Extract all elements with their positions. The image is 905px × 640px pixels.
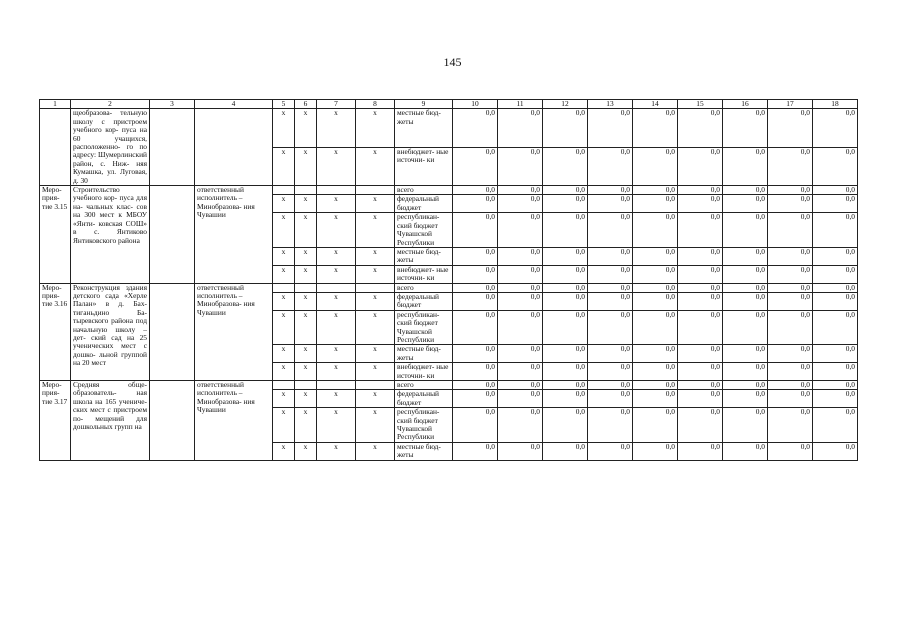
amount-cell: 0,0 xyxy=(498,109,543,147)
amount-cell: 0,0 xyxy=(588,283,633,292)
column-number-8: 8 xyxy=(356,100,395,109)
column-number-4: 4 xyxy=(195,100,273,109)
code-cell: x xyxy=(295,345,317,363)
column-number-5: 5 xyxy=(273,100,295,109)
amount-cell: 0,0 xyxy=(498,186,543,195)
amount-cell: 0,0 xyxy=(813,363,858,381)
amount-cell: 0,0 xyxy=(588,109,633,147)
amount-cell: 0,0 xyxy=(588,292,633,310)
amount-cell: 0,0 xyxy=(453,292,498,310)
amount-cell: 0,0 xyxy=(588,186,633,195)
amount-cell: 0,0 xyxy=(588,265,633,283)
amount-cell: 0,0 xyxy=(768,283,813,292)
amount-cell: 0,0 xyxy=(723,345,768,363)
amount-cell: 0,0 xyxy=(543,283,588,292)
amount-cell: 0,0 xyxy=(633,147,678,185)
funding-source-cell: местные бюд- жеты xyxy=(395,345,453,363)
amount-cell: 0,0 xyxy=(768,345,813,363)
amount-cell: 0,0 xyxy=(543,345,588,363)
amount-cell: 0,0 xyxy=(813,109,858,147)
amount-cell: 0,0 xyxy=(453,283,498,292)
amount-cell: 0,0 xyxy=(453,408,498,443)
amount-cell: 0,0 xyxy=(813,195,858,213)
column-number-14: 14 xyxy=(633,100,678,109)
code-cell xyxy=(356,283,395,292)
column-number-11: 11 xyxy=(498,100,543,109)
amount-cell: 0,0 xyxy=(678,363,723,381)
code-cell: x xyxy=(295,408,317,443)
amount-cell: 0,0 xyxy=(768,363,813,381)
executor-cell: ответственный исполнитель – Минобразова- ния Чувашии xyxy=(195,381,273,461)
amount-cell: 0,0 xyxy=(543,265,588,283)
amount-cell: 0,0 xyxy=(633,345,678,363)
code-cell: x xyxy=(273,442,295,460)
amount-cell: 0,0 xyxy=(453,442,498,460)
measure-description-cell: Средняя обще- образователь- ная школа на 165 учениче- ских мест с пристроем по- мещений для дошкольных групп на xyxy=(71,381,150,461)
amount-cell: 0,0 xyxy=(633,213,678,248)
code-cell: x xyxy=(356,390,395,408)
code-cell: x xyxy=(273,195,295,213)
column-number-13: 13 xyxy=(588,100,633,109)
code-cell: x xyxy=(356,310,395,345)
amount-cell: 0,0 xyxy=(768,247,813,265)
amount-cell: 0,0 xyxy=(813,186,858,195)
amount-cell: 0,0 xyxy=(678,381,723,390)
amount-cell: 0,0 xyxy=(543,213,588,248)
amount-cell: 0,0 xyxy=(588,390,633,408)
amount-cell: 0,0 xyxy=(633,109,678,147)
amount-cell: 0,0 xyxy=(543,390,588,408)
code-cell: x xyxy=(317,147,356,185)
amount-cell: 0,0 xyxy=(678,292,723,310)
column-number-9: 9 xyxy=(395,100,453,109)
amount-cell: 0,0 xyxy=(498,265,543,283)
amount-cell: 0,0 xyxy=(588,381,633,390)
amount-cell: 0,0 xyxy=(813,283,858,292)
amount-cell: 0,0 xyxy=(813,390,858,408)
code-cell: x xyxy=(317,195,356,213)
table-row xyxy=(40,381,858,390)
amount-cell: 0,0 xyxy=(768,213,813,248)
measure-cell: Меро- прия- тие 3.17 xyxy=(40,381,71,461)
amount-cell: 0,0 xyxy=(498,247,543,265)
code-cell: x xyxy=(273,265,295,283)
code-cell: x xyxy=(273,310,295,345)
table-row xyxy=(40,186,858,195)
funding-source-cell: местные бюд- жеты xyxy=(395,109,453,147)
funding-source-cell: внебюджет- ные источни- ки xyxy=(395,265,453,283)
amount-cell: 0,0 xyxy=(678,408,723,443)
code-cell xyxy=(356,381,395,390)
code-cell: x xyxy=(273,213,295,248)
amount-cell: 0,0 xyxy=(678,247,723,265)
funding-source-cell: федеральный бюджет xyxy=(395,390,453,408)
column-number-16: 16 xyxy=(723,100,768,109)
amount-cell: 0,0 xyxy=(498,292,543,310)
amount-cell: 0,0 xyxy=(768,408,813,443)
code-cell: x xyxy=(295,363,317,381)
amount-cell: 0,0 xyxy=(543,442,588,460)
amount-cell: 0,0 xyxy=(813,408,858,443)
code-cell: x xyxy=(356,109,395,147)
amount-cell: 0,0 xyxy=(723,247,768,265)
code-cell xyxy=(273,186,295,195)
code-cell: x xyxy=(273,408,295,443)
funding-source-cell: республикан- ский бюджет Чувашской Республики xyxy=(395,310,453,345)
amount-cell: 0,0 xyxy=(498,283,543,292)
amount-cell: 0,0 xyxy=(498,390,543,408)
amount-cell: 0,0 xyxy=(723,292,768,310)
executor-cell: ответственный исполнитель – Минобразова- ния Чувашии xyxy=(195,283,273,380)
amount-cell: 0,0 xyxy=(723,213,768,248)
amount-cell: 0,0 xyxy=(813,265,858,283)
code-cell: x xyxy=(356,442,395,460)
amount-cell: 0,0 xyxy=(543,109,588,147)
code-cell: x xyxy=(295,390,317,408)
amount-cell: 0,0 xyxy=(678,442,723,460)
code-cell xyxy=(356,186,395,195)
amount-cell: 0,0 xyxy=(543,408,588,443)
column-3-cell xyxy=(150,186,195,283)
amount-cell: 0,0 xyxy=(588,408,633,443)
code-cell: x xyxy=(317,408,356,443)
amount-cell: 0,0 xyxy=(588,442,633,460)
amount-cell: 0,0 xyxy=(813,310,858,345)
amount-cell: 0,0 xyxy=(723,363,768,381)
code-cell: x xyxy=(273,345,295,363)
amount-cell: 0,0 xyxy=(678,186,723,195)
amount-cell: 0,0 xyxy=(813,442,858,460)
amount-cell: 0,0 xyxy=(543,292,588,310)
executor-cell xyxy=(195,109,273,186)
code-cell: x xyxy=(273,147,295,185)
amount-cell: 0,0 xyxy=(633,408,678,443)
amount-cell: 0,0 xyxy=(588,363,633,381)
amount-cell: 0,0 xyxy=(633,381,678,390)
funding-source-cell: местные бюд- жеты xyxy=(395,442,453,460)
funding-source-cell: всего xyxy=(395,186,453,195)
amount-cell: 0,0 xyxy=(633,390,678,408)
column-number-1: 1 xyxy=(40,100,71,109)
amount-cell: 0,0 xyxy=(453,147,498,185)
amount-cell: 0,0 xyxy=(678,195,723,213)
funding-source-cell: местные бюд- жеты xyxy=(395,247,453,265)
amount-cell: 0,0 xyxy=(768,109,813,147)
amount-cell: 0,0 xyxy=(678,310,723,345)
column-3-cell xyxy=(150,381,195,461)
amount-cell: 0,0 xyxy=(723,186,768,195)
amount-cell: 0,0 xyxy=(498,408,543,443)
amount-cell: 0,0 xyxy=(453,381,498,390)
amount-cell: 0,0 xyxy=(543,310,588,345)
amount-cell: 0,0 xyxy=(768,292,813,310)
amount-cell: 0,0 xyxy=(498,147,543,185)
funding-source-cell: федеральный бюджет xyxy=(395,292,453,310)
funding-source-cell: всего xyxy=(395,283,453,292)
amount-cell: 0,0 xyxy=(453,363,498,381)
amount-cell: 0,0 xyxy=(723,109,768,147)
code-cell xyxy=(295,186,317,195)
measure-cell: Меро- прия- тие 3.16 xyxy=(40,283,71,380)
amount-cell: 0,0 xyxy=(768,442,813,460)
amount-cell: 0,0 xyxy=(498,195,543,213)
column-number-15: 15 xyxy=(678,100,723,109)
amount-cell: 0,0 xyxy=(543,186,588,195)
amount-cell: 0,0 xyxy=(588,310,633,345)
amount-cell: 0,0 xyxy=(678,265,723,283)
table-row xyxy=(40,283,858,292)
amount-cell: 0,0 xyxy=(543,247,588,265)
amount-cell: 0,0 xyxy=(813,213,858,248)
code-cell: x xyxy=(356,213,395,248)
amount-cell: 0,0 xyxy=(633,283,678,292)
amount-cell: 0,0 xyxy=(543,381,588,390)
code-cell: x xyxy=(356,363,395,381)
amount-cell: 0,0 xyxy=(498,345,543,363)
amount-cell: 0,0 xyxy=(768,186,813,195)
code-cell: x xyxy=(273,390,295,408)
code-cell: x xyxy=(295,247,317,265)
amount-cell: 0,0 xyxy=(588,195,633,213)
amount-cell: 0,0 xyxy=(768,310,813,345)
code-cell: x xyxy=(317,390,356,408)
code-cell: x xyxy=(356,265,395,283)
column-number-2: 2 xyxy=(71,100,150,109)
amount-cell: 0,0 xyxy=(588,213,633,248)
amount-cell: 0,0 xyxy=(453,247,498,265)
column-number-10: 10 xyxy=(453,100,498,109)
code-cell: x xyxy=(356,408,395,443)
amount-cell: 0,0 xyxy=(768,265,813,283)
column-number-row xyxy=(40,100,858,109)
measure-description-cell: щеобразова- тельную школу с пристроем учебного кор- пуса на 60 учащихся, расположенно- го по адресу: Шумерлинский район, с. Ниж- няя Кумашка, ул. Луговая, д. 30 xyxy=(71,109,150,186)
amount-cell: 0,0 xyxy=(543,147,588,185)
amount-cell: 0,0 xyxy=(813,147,858,185)
amount-cell: 0,0 xyxy=(723,283,768,292)
funding-source-cell: республикан- ский бюджет Чувашской Республики xyxy=(395,408,453,443)
amount-cell: 0,0 xyxy=(498,442,543,460)
measure-cell: Меро- прия- тие 3.15 xyxy=(40,186,71,283)
amount-cell: 0,0 xyxy=(588,345,633,363)
amount-cell: 0,0 xyxy=(678,213,723,248)
funding-source-cell: республикан- ский бюджет Чувашской Республики xyxy=(395,213,453,248)
code-cell: x xyxy=(356,247,395,265)
amount-cell: 0,0 xyxy=(588,147,633,185)
amount-cell: 0,0 xyxy=(813,345,858,363)
amount-cell: 0,0 xyxy=(453,213,498,248)
code-cell: x xyxy=(295,213,317,248)
amount-cell: 0,0 xyxy=(498,363,543,381)
amount-cell: 0,0 xyxy=(723,195,768,213)
amount-cell: 0,0 xyxy=(453,345,498,363)
program-measures-table xyxy=(39,99,858,461)
code-cell: x xyxy=(317,292,356,310)
amount-cell: 0,0 xyxy=(453,186,498,195)
code-cell xyxy=(295,381,317,390)
code-cell: x xyxy=(273,292,295,310)
amount-cell: 0,0 xyxy=(633,195,678,213)
amount-cell: 0,0 xyxy=(633,292,678,310)
funding-source-cell: внебюджет- ные источни- ки xyxy=(395,147,453,185)
code-cell: x xyxy=(295,109,317,147)
amount-cell: 0,0 xyxy=(723,147,768,185)
amount-cell: 0,0 xyxy=(633,247,678,265)
code-cell: x xyxy=(295,265,317,283)
executor-cell: ответственный исполнитель – Минобразова- ния Чувашии xyxy=(195,186,273,283)
amount-cell: 0,0 xyxy=(633,363,678,381)
amount-cell: 0,0 xyxy=(723,442,768,460)
code-cell: x xyxy=(317,345,356,363)
code-cell: x xyxy=(295,147,317,185)
funding-source-cell: федеральный бюджет xyxy=(395,195,453,213)
amount-cell: 0,0 xyxy=(768,381,813,390)
amount-cell: 0,0 xyxy=(498,381,543,390)
code-cell xyxy=(317,283,356,292)
column-number-18: 18 xyxy=(813,100,858,109)
amount-cell: 0,0 xyxy=(813,247,858,265)
code-cell xyxy=(273,381,295,390)
amount-cell: 0,0 xyxy=(633,310,678,345)
column-3-cell xyxy=(150,109,195,186)
funding-source-cell: внебюджет- ные источни- ки xyxy=(395,363,453,381)
amount-cell: 0,0 xyxy=(768,147,813,185)
amount-cell: 0,0 xyxy=(723,390,768,408)
code-cell: x xyxy=(356,292,395,310)
column-number-6: 6 xyxy=(295,100,317,109)
column-number-12: 12 xyxy=(543,100,588,109)
amount-cell: 0,0 xyxy=(678,283,723,292)
amount-cell: 0,0 xyxy=(588,247,633,265)
measure-description-cell: Реконструкция здания детского сада «Херле Палан» в д. Бах- тиганьдино Ба- тыревского района под начальную школу – дет- ский сад на 25 ученических мест с дошко- льной группой на 20 мест xyxy=(71,283,150,380)
amount-cell: 0,0 xyxy=(813,381,858,390)
amount-cell: 0,0 xyxy=(453,310,498,345)
code-cell: x xyxy=(317,247,356,265)
amount-cell: 0,0 xyxy=(633,265,678,283)
amount-cell: 0,0 xyxy=(453,109,498,147)
amount-cell: 0,0 xyxy=(543,195,588,213)
amount-cell: 0,0 xyxy=(813,292,858,310)
code-cell xyxy=(317,186,356,195)
amount-cell: 0,0 xyxy=(723,265,768,283)
amount-cell: 0,0 xyxy=(453,195,498,213)
amount-cell: 0,0 xyxy=(678,345,723,363)
code-cell xyxy=(317,381,356,390)
column-number-17: 17 xyxy=(768,100,813,109)
code-cell: x xyxy=(356,147,395,185)
amount-cell: 0,0 xyxy=(678,109,723,147)
code-cell: x xyxy=(273,109,295,147)
code-cell: x xyxy=(295,310,317,345)
amount-cell: 0,0 xyxy=(633,186,678,195)
amount-cell: 0,0 xyxy=(768,390,813,408)
code-cell xyxy=(273,283,295,292)
column-3-cell xyxy=(150,283,195,380)
amount-cell: 0,0 xyxy=(723,381,768,390)
code-cell: x xyxy=(273,247,295,265)
code-cell: x xyxy=(356,195,395,213)
amount-cell: 0,0 xyxy=(768,195,813,213)
amount-cell: 0,0 xyxy=(723,408,768,443)
code-cell: x xyxy=(317,265,356,283)
amount-cell: 0,0 xyxy=(498,310,543,345)
code-cell: x xyxy=(295,195,317,213)
measure-description-cell: Строительство учебного кор- пуса для на- чальных клас- сов на 300 мест к МБОУ «Янти- ковская СОШ» в с. Янтиково Янтиковского района xyxy=(71,186,150,283)
code-cell: x xyxy=(317,442,356,460)
amount-cell: 0,0 xyxy=(543,363,588,381)
amount-cell: 0,0 xyxy=(453,265,498,283)
code-cell: x xyxy=(317,109,356,147)
amount-cell: 0,0 xyxy=(678,390,723,408)
amount-cell: 0,0 xyxy=(678,147,723,185)
code-cell: x xyxy=(317,213,356,248)
column-number-7: 7 xyxy=(317,100,356,109)
column-number-3: 3 xyxy=(150,100,195,109)
amount-cell: 0,0 xyxy=(723,310,768,345)
amount-cell: 0,0 xyxy=(498,213,543,248)
page-number: 145 xyxy=(443,55,462,69)
amount-cell: 0,0 xyxy=(453,390,498,408)
code-cell: x xyxy=(273,363,295,381)
code-cell: x xyxy=(356,345,395,363)
code-cell: x xyxy=(295,292,317,310)
amount-cell: 0,0 xyxy=(633,442,678,460)
code-cell xyxy=(295,283,317,292)
table-row xyxy=(40,109,858,147)
code-cell: x xyxy=(295,442,317,460)
code-cell: x xyxy=(317,310,356,345)
code-cell: x xyxy=(317,363,356,381)
funding-source-cell: всего xyxy=(395,381,453,390)
measure-cell xyxy=(40,109,71,186)
